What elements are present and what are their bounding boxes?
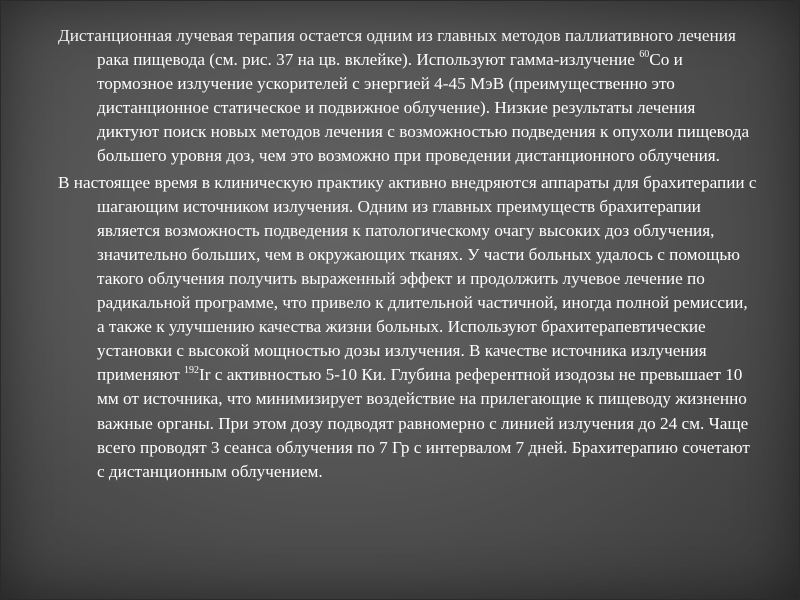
text-segment: Co и тормозное излучение ускорителей с энергией 4-45 МэВ (преимущественно это дистанционное статическое и подвижное облучение). Низкие результаты лечения диктуют поиск новых методов лечения с возможностью подведения к опухоли пищевода большего уровня доз, чем это возможно при проведении дистанционного облучения. — [97, 50, 750, 166]
text-segment: Дистанционная лучевая терапия остается одним из главных методов паллиативного лечения рака пищевода (см. рис. 37 на цв. вклейке). Используют гамма-излучение — [58, 26, 736, 70]
text-segment: Ir с активностью 5-10 Ки. Глубина референтной изодозы не превышает 10 мм от источника, что минимизирует воздействие на прилегающие к пищеводу жизненно важные органы. При этом дозу подводят равномерно с линией излучения до 24 см. Чаще всего проводят 3 сеанса облучения по 7 Гр с интервалом 7 дней. Брахитерапию сочетают с дистанционным облучением. — [97, 365, 750, 481]
text-segment: В настоящее время в клиническую практику активно внедряются аппараты для брахитерапии с шагающим источником излучения. Одним из главных преимуществ брахитерапии является возможность подведения к патологическому очагу высоких доз облучения, значительно больших, чем в окружающих тканях. У части больных удалось с помощью такого облучения получить выраженный эффект и продолжить лучевое лечение по радикальной программе, что привело к длительной частичной, иногда полной ремиссии, а также к улучшению качества жизни больных. Используют брахитерапевтические установки с высокой мощностью дозы излучения. В качестве источника излучения применяют — [58, 172, 757, 385]
isotope-mass-superscript: 192 — [184, 364, 200, 376]
isotope-mass-superscript: 60 — [639, 49, 650, 61]
